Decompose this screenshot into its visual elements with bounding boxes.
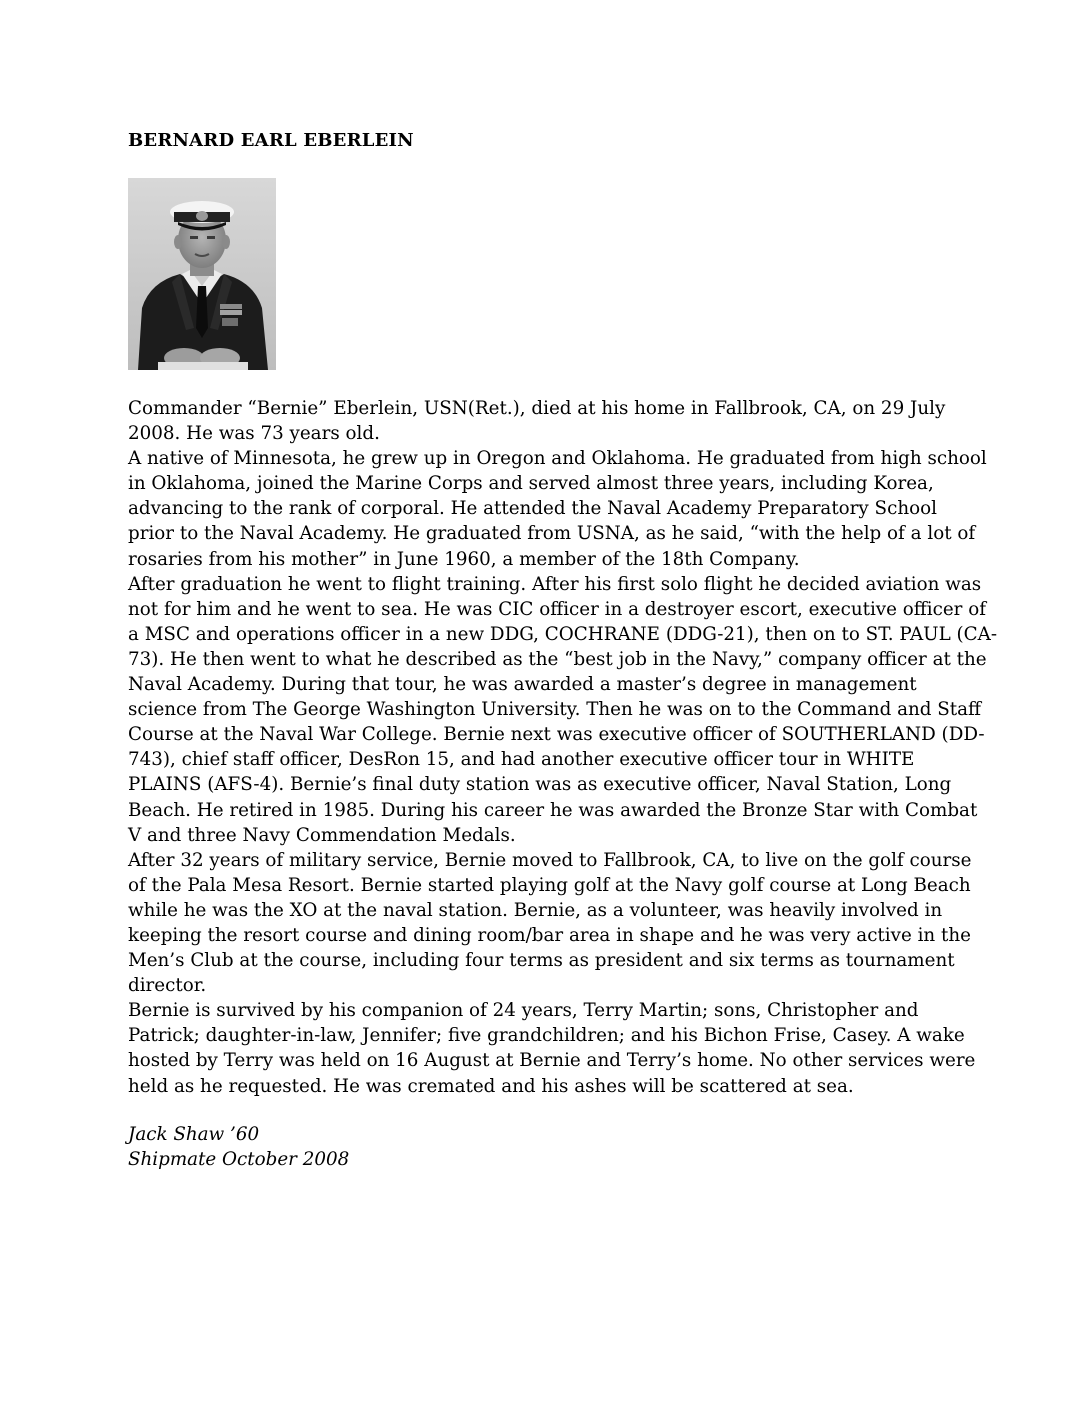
- body-line: A native of Minnesota, he grew up in Oregon and Oklahoma. He graduated from high school: [128, 448, 987, 470]
- body-line: 2008. He was 73 years old.: [128, 423, 380, 445]
- body-line: 743), chief staff officer, DesRon 15, and had another executive officer tour in WHITE: [128, 749, 915, 771]
- body-line: PLAINS (AFS-4). Bernie’s final duty station was as executive officer, Naval Station, Long: [128, 774, 952, 796]
- body-line: in Oklahoma, joined the Marine Corps and served almost three years, including Korea,: [128, 473, 934, 495]
- page-title: BERNARD EARL EBERLEIN: [128, 130, 414, 151]
- body-line: director.: [128, 975, 207, 997]
- body-line: After graduation he went to flight training. After his first solo flight he decided aviation was: [128, 573, 982, 595]
- body-line: not for him and he went to sea. He was CIC officer in a destroyer escort, executive officer of: [128, 598, 986, 620]
- body-line: Men’s Club at the course, including four terms as president and six terms as tournament: [128, 950, 955, 972]
- body-line: Beach. He retired in 1985. During his career he was awarded the Bronze Star with Combat: [128, 799, 978, 821]
- body-line: V and three Navy Commendation Medals.: [128, 824, 516, 846]
- signature-author: Jack Shaw ’60: [128, 1124, 260, 1145]
- body-line: while he was the XO at the naval station. Bernie, as a volunteer, was heavily involved in: [128, 899, 943, 921]
- body-line: hosted by Terry was held on 16 August at Bernie and Terry’s home. No other services were: [128, 1050, 976, 1072]
- body-line: Naval Academy. During that tour, he was awarded a master’s degree in management: [128, 674, 917, 696]
- body-line: a MSC and operations officer in a new DDG, COCHRANE (DDG-21), then on to ST. PAUL (CA-: [128, 623, 998, 645]
- obituary-body: [128, 396, 998, 1099]
- body-line: Course at the Naval War College. Bernie next was executive officer of SOUTHERLAND (DD-: [128, 724, 985, 746]
- body-line: science from The George Washington University. Then he was on to the Command and Staff: [128, 699, 982, 721]
- body-line: keeping the resort course and dining room/bar area in shape and he was very active in the: [128, 924, 971, 946]
- portrait-photo: [128, 178, 276, 370]
- body-line: of the Pala Mesa Resort. Bernie started playing golf at the Navy golf course at Long Beach: [128, 874, 971, 896]
- body-line: advancing to the rank of corporal. He attended the Naval Academy Preparatory School: [128, 498, 937, 520]
- signature-block: [128, 1122, 349, 1172]
- body-line: rosaries from his mother” in June 1960, a member of the 18th Company.: [128, 548, 800, 570]
- body-line: Patrick; daughter-in-law, Jennifer; five grandchildren; and his Bichon Frise, Casey. A wake: [128, 1025, 965, 1047]
- body-line: Commander “Bernie” Eberlein, USN(Ret.), died at his home in Fallbrook, CA, on 29 July: [128, 398, 946, 419]
- body-line: 73). He then went to what he described as the “best job in the Navy,” company officer at the: [128, 648, 987, 670]
- body-line: prior to the Naval Academy. He graduated from USNA, as he said, “with the help of a lot of: [128, 523, 976, 545]
- portrait-image: [128, 178, 276, 370]
- body-line: Bernie is survived by his companion of 24 years, Terry Martin; sons, Christopher and: [128, 1000, 919, 1022]
- signature-source: Shipmate October 2008: [128, 1149, 350, 1170]
- body-line: held as he requested. He was cremated and his ashes will be scattered at sea.: [128, 1075, 854, 1097]
- body-line: After 32 years of military service, Bernie moved to Fallbrook, CA, to live on the golf course: [128, 849, 972, 871]
